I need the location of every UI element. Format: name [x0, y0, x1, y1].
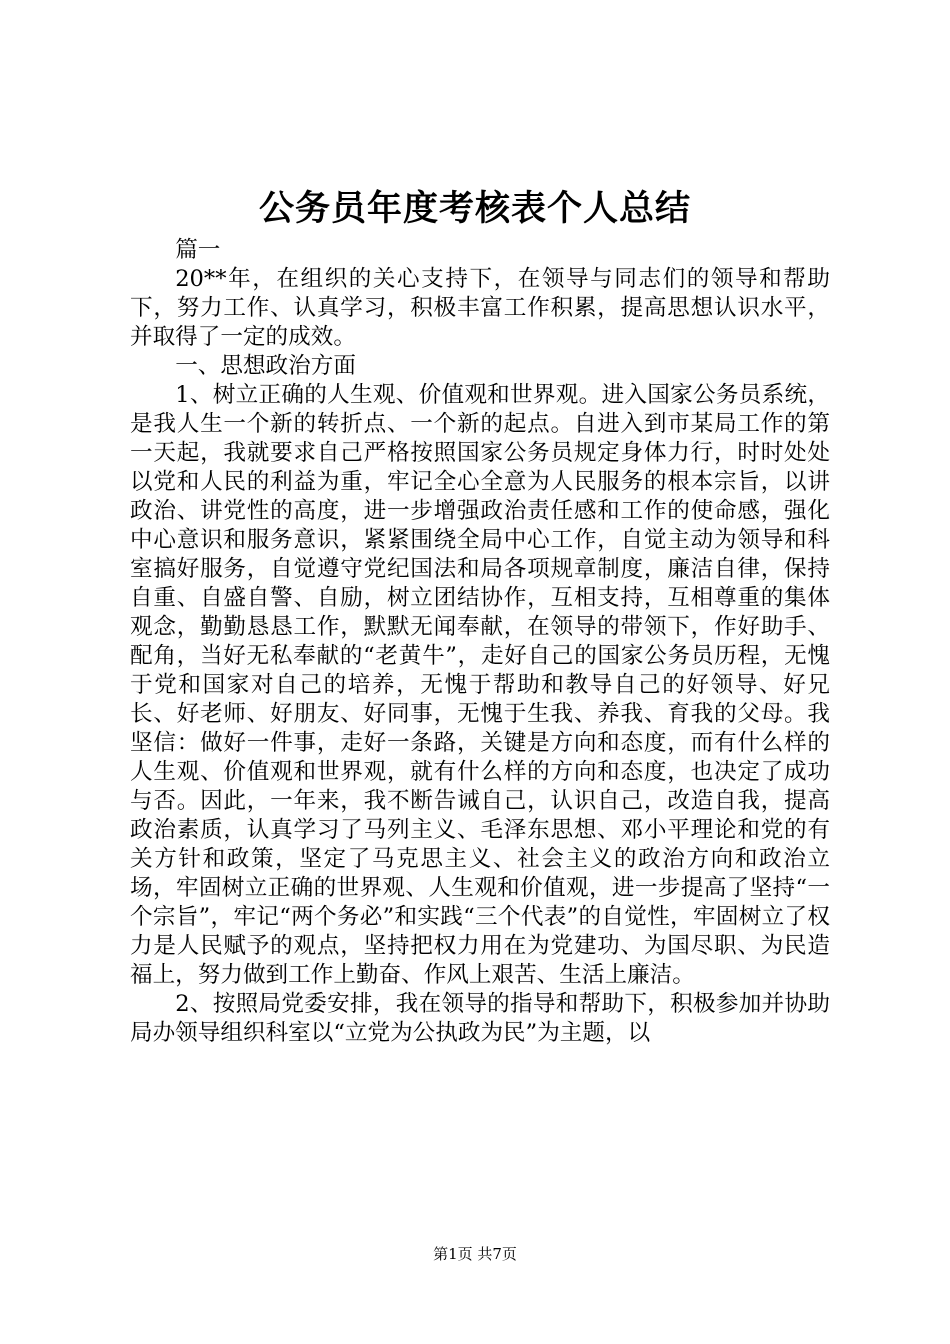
intro-paragraph: 20**年，在组织的关心支持下，在领导与同志们的领导和帮助下，努力工作、认真学习，积极丰富工作积累，提高思想认识水平，并取得了一定的成效。	[130, 266, 830, 350]
body-paragraph: 2、按照局党委安排，我在领导的指导和帮助下，积极参加并协助局办领导组织科室以“立党为公执政为民”为主题，以	[130, 991, 830, 1046]
section-heading: 一、思想政治方面	[175, 353, 356, 379]
page-footer: 第1页 共7页	[433, 1245, 517, 1263]
section-label: 篇一	[175, 237, 221, 263]
body-paragraph: 1、树立正确的人生观、价值观和世界观。进入国家公务员系统，是我人生一个新的转折点、一个新的起点。自进入到市某局工作的第一天起，我就要求自己严格按照国家公务员规定身体力行，时时处处以党和人民的利益为重，牢记全心全意为人民服务的根本宗旨，以讲政治、讲党性的高度，进一步增强政治责任感和工作的使命感，强化中心意识和服务意识，紧紧围绕全局中心工作，自觉主动为领导和科室搞好服务，自觉遵守党纪国法和局各项规章制度，廉洁自律，保持自重、自盛自警、自励，树立团结协作，互相支持，互相尊重的集体观念，勤勤恳恳工作，默默无闻奉献，在领导的带领下，作好助手、配角，当好无私奉献的“老黄牛”，走好自己的国家公务员历程，无愧于党和国家对自己的培养，无愧于帮助和教导自己的好领导、好兄长、好老师、好朋友、好同事，无愧于生我、养我、育我的父母。我坚信：做好一件事，走好一条路，关键是方向和态度，而有什么样的人生观、价值观和世界观，就有什么样的方向和态度，也决定了成功与否。因此，一年来，我不断告诫自己，认识自己，改造自我，提高政治素质，认真学习了马列主义、毛泽东思想、邓小平理论和党的有关方针和政策，坚定了马克思主义、社会主义的政治方向和政治立场，牢固树立正确的世界观、人生观和价值观，进一步提高了坚持“一个宗旨”，牢记“两个务必”和实践“三个代表”的自觉性，牢固树立了权力是人民赋予的观点，坚持把权力用在为党建功、为国尽职、为民造福上，努力做到工作上勤奋、作风上艰苦、生活上廉洁。	[130, 382, 830, 988]
document-body	[130, 236, 830, 1048]
document-title: 公务员年度考核表个人总结	[258, 188, 691, 229]
